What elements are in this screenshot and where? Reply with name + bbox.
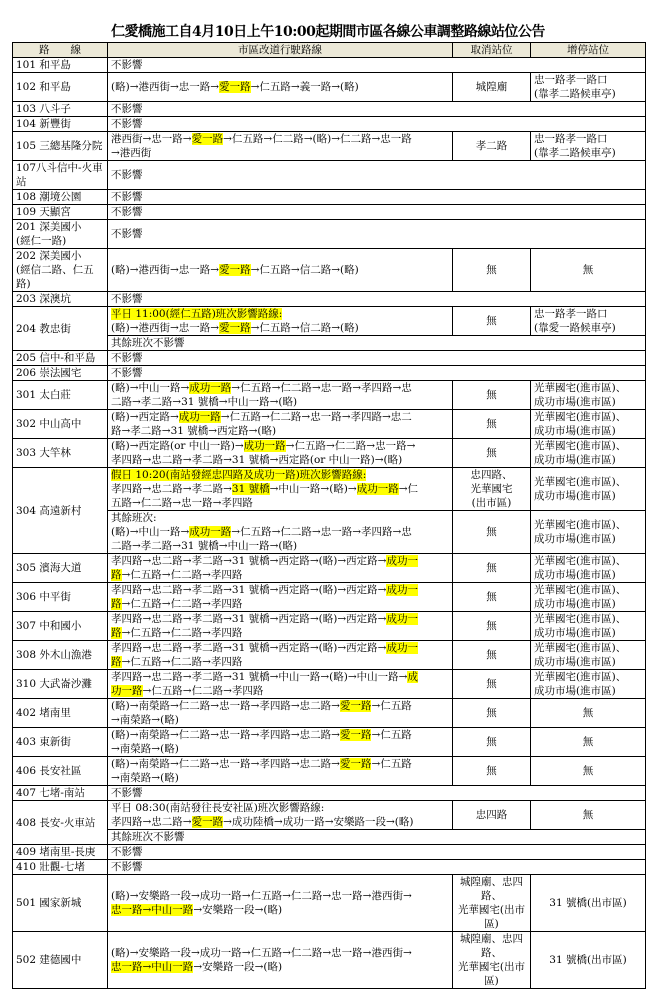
table-row xyxy=(13,468,646,511)
route-name: 204 教忠街 xyxy=(13,307,108,351)
page-title: 仁愛橋施工自4月10日上午10:00起期間市區各線公車調整路線站位公告 xyxy=(111,24,545,40)
highlighted-segment: 成功一路 xyxy=(189,526,232,538)
route-segment: (略)→港西街→忠一路→ xyxy=(111,322,220,334)
route-name: 103 八斗子 xyxy=(13,102,108,117)
added-stops: 忠一路孝一路口 (靠孝二路候車亭) xyxy=(531,73,646,102)
table-row xyxy=(13,161,646,190)
added-stops: 光華國宅(進市區)、 成功市場(進市區) xyxy=(531,554,646,583)
cancelled-stops: 孝二路 xyxy=(453,132,531,161)
detour-description xyxy=(108,845,646,860)
table-sub-row xyxy=(13,336,646,351)
detour-description xyxy=(108,641,453,670)
table-row xyxy=(13,366,646,381)
route-segment: 其餘班次: (略)→中山一路→ xyxy=(111,512,190,538)
table-row xyxy=(13,220,646,249)
added-stops: 光華國宅(進市區)、 成功市場(進市區) xyxy=(531,612,646,641)
route-segment: 不影響 xyxy=(111,118,143,130)
cancelled-stops: 無 xyxy=(453,307,531,336)
table-row xyxy=(13,583,646,612)
route-segment: →仁五路→仁二路→忠一路→孝四路→忠二 路→孝二路→31 號橋→西定路→(略) xyxy=(111,411,412,437)
detour-description xyxy=(108,73,453,102)
table-body xyxy=(13,58,646,989)
cancelled-stops: 無 xyxy=(453,670,531,699)
route-segment: 不影響 xyxy=(111,206,143,218)
detour-description xyxy=(108,249,453,292)
route-name: 203 深澳坑 xyxy=(13,292,108,307)
table-row xyxy=(13,351,646,366)
highlighted-segment: 成功一路 xyxy=(189,382,232,394)
table-row xyxy=(13,73,646,102)
route-segment: →仁五路→仁二路→孝四路 xyxy=(142,685,264,697)
table-row xyxy=(13,292,646,307)
route-name: 201 深美國小 (經仁一路) xyxy=(13,220,108,249)
added-stops: 光華國宅(進市區)、 成功市場(進市區) xyxy=(531,641,646,670)
route-segment: 平日 08:30(南站發往長安社區)班次影響路線: 孝四路→忠二路→ xyxy=(111,802,325,828)
table-row xyxy=(13,641,646,670)
route-segment: →仁五路→仁二路→孝四路 xyxy=(121,569,243,581)
highlighted-segment: 愛一路 xyxy=(339,700,372,712)
highlighted-segment: 愛一路 xyxy=(191,816,224,828)
route-segment: →仁 五路→仁二路→忠一路→孝四路 xyxy=(111,483,419,509)
route-segment: →仁五路→仁二路→孝四路 xyxy=(121,627,243,639)
route-name: 407 七堵-南站 xyxy=(13,786,108,801)
table-row xyxy=(13,249,646,292)
route-segment: →仁五路→仁二路→忠一路→ 孝四路→忠二路→孝二路→31 號橋→西定路(or 中山一路)→(略) xyxy=(111,440,416,466)
route-segment: →中山一路→(略)→ xyxy=(269,483,357,495)
cancelled-stops: 忠四路、 光華國宅 (出市區) xyxy=(453,468,531,511)
route-segment: (略)→南榮路→仁二路→忠一路→孝四路→忠二路→ xyxy=(111,700,340,712)
route-segment: →仁五路 →南榮路→(略) xyxy=(111,758,412,784)
added-stops: 無 xyxy=(531,728,646,757)
detour-description xyxy=(108,875,453,932)
detour-description xyxy=(108,117,646,132)
detour-description xyxy=(108,583,453,612)
highlighted-segment: 成功一 路 xyxy=(111,613,418,639)
detour-description xyxy=(108,554,453,583)
detour-description xyxy=(108,786,646,801)
added-stops: 光華國宅(進市區)、 成功市場(進市區) xyxy=(531,583,646,612)
detour-description xyxy=(108,439,453,468)
detour-description xyxy=(108,351,646,366)
route-name: 305 濱海大道 xyxy=(13,554,108,583)
route-segment: (略)→安樂路一段→成功一路→仁五路→仁二路→忠一路→港西街→ xyxy=(111,890,412,902)
table-row xyxy=(13,554,646,583)
route-segment: 不影響 xyxy=(111,103,143,115)
route-segment: →仁五路→義一路→(略) xyxy=(250,81,359,93)
detour-description xyxy=(108,612,453,641)
route-name: 310 大武崙沙灘 xyxy=(13,670,108,699)
detour-description xyxy=(108,381,453,410)
route-segment: 孝四路→忠二路→孝二路→ xyxy=(111,483,232,495)
route-name: 205 信中-和平島 xyxy=(13,351,108,366)
table-row xyxy=(13,757,646,786)
highlighted-segment: 成功一 路 xyxy=(111,555,418,581)
route-name: 104 新豐街 xyxy=(13,117,108,132)
added-stops: 光華國宅(進市區)、 成功市場(進市區) xyxy=(531,439,646,468)
route-name: 410 壯觀-七堵 xyxy=(13,860,108,875)
table-row xyxy=(13,932,646,989)
highlighted-segment: 愛一路 xyxy=(191,133,224,145)
added-stops: 無 xyxy=(531,699,646,728)
route-name: 107八斗信中-火車站 xyxy=(13,161,108,190)
route-name: 501 國家新城 xyxy=(13,875,108,932)
detour-description xyxy=(108,830,646,845)
table-row xyxy=(13,699,646,728)
added-stops: 無 xyxy=(531,249,646,292)
detour-description xyxy=(108,205,646,220)
detour-description xyxy=(108,102,646,117)
table-row xyxy=(13,190,646,205)
cancelled-stops: 城隍廟、忠四路、 光華國宅(出市區) xyxy=(453,932,531,989)
detour-description xyxy=(108,161,646,190)
route-segment: →仁五路→仁二路→孝四路 xyxy=(121,656,243,668)
route-segment: 不影響 xyxy=(111,191,143,203)
route-segment: 其餘班次不影響 xyxy=(111,337,185,349)
cancelled-stops: 無 xyxy=(453,410,531,439)
route-name: 308 外木山漁港 xyxy=(13,641,108,670)
cancelled-stops: 無 xyxy=(453,612,531,641)
route-segment: →仁五路→仁二路→忠一路→孝四路→忠 二路→孝二路→31 號橋→中山一路→(略) xyxy=(111,526,412,552)
cancelled-stops: 無 xyxy=(453,641,531,670)
route-name: 302 中山高中 xyxy=(13,410,108,439)
detour-description xyxy=(108,190,646,205)
table-row xyxy=(13,58,646,73)
highlighted-segment: 成功一路 xyxy=(243,440,286,452)
detour-description xyxy=(108,58,646,73)
added-stops: 光華國宅(進市區)、 成功市場(進市區) xyxy=(531,468,646,511)
detour-description xyxy=(108,699,453,728)
highlighted-segment: 成功一路 xyxy=(356,483,399,495)
table-row xyxy=(13,439,646,468)
route-name: 409 堵南里-長庚 xyxy=(13,845,108,860)
detour-description xyxy=(108,132,453,161)
cancelled-stops: 無 xyxy=(453,583,531,612)
route-segment: 其餘班次不影響 xyxy=(111,831,185,843)
route-name: 502 建德國中 xyxy=(13,932,108,989)
highlighted-segment: 成 功一路 xyxy=(111,671,418,697)
cancelled-stops: 忠四路 xyxy=(453,801,531,830)
route-name: 105 三總基隆分院 xyxy=(13,132,108,161)
added-stops: 忠一路孝一路口 (靠孝二路候車亭) xyxy=(531,132,646,161)
detour-description xyxy=(108,336,646,351)
table-row xyxy=(13,205,646,220)
route-segment: (略)→南榮路→仁二路→忠一路→孝四路→忠二路→ xyxy=(111,758,340,770)
detour-description xyxy=(108,292,646,307)
route-name: 102 和平島 xyxy=(13,73,108,102)
added-stops: 無 xyxy=(531,757,646,786)
cancelled-stops: 無 xyxy=(453,699,531,728)
route-name: 307 中和國小 xyxy=(13,612,108,641)
route-name: 306 中平街 xyxy=(13,583,108,612)
route-segment: →安樂路一段→(略) xyxy=(193,961,283,973)
table-header-row xyxy=(13,43,646,58)
route-name: 403 東新街 xyxy=(13,728,108,757)
detour-description xyxy=(108,410,453,439)
added-stops: 光華國宅(進市區)、 成功市場(進市區) xyxy=(531,410,646,439)
route-segment: →仁五路 →南榮路→(略) xyxy=(111,729,412,755)
route-segment: (略)→南榮路→仁二路→忠一路→孝四路→忠二路→ xyxy=(111,729,340,741)
highlighted-segment: 成功一路 xyxy=(178,411,221,423)
route-segment: (略)→西定路(or 中山一路)→ xyxy=(111,440,244,452)
added-stops: 光華國宅(進市區)、 成功市場(進市區) xyxy=(531,670,646,699)
table-row xyxy=(13,410,646,439)
highlighted-segment: 忠一路→中山一路 xyxy=(111,904,194,916)
route-segment: →仁五路→仁二路→忠一路→孝四路→忠 二路→孝二路→31 號橋→中山一路→(略) xyxy=(111,382,412,408)
header-detour-route: 市區改道行駛路線 xyxy=(108,43,453,58)
route-segment: 孝四路→忠二路→孝二路→31 號橋→中山一路→(略)→中山一路→ xyxy=(111,671,408,683)
route-name: 304 高遠新村 xyxy=(13,468,108,554)
highlighted-segment: 成功一 路 xyxy=(111,642,418,668)
detour-description xyxy=(108,860,646,875)
route-segment: →仁五路→信二路→(略) xyxy=(250,322,359,334)
detour-description xyxy=(108,511,453,554)
highlighted-segment: 成功一 路 xyxy=(111,584,418,610)
highlighted-segment: 31 號橋 xyxy=(231,483,270,495)
route-segment: →仁五路→仁二路→(略)→仁二路→忠一路 →港西街 xyxy=(111,133,412,159)
added-stops: 31 號橋(出市區) xyxy=(531,875,646,932)
header-added-stops: 增停站位 xyxy=(531,43,646,58)
highlighted-segment: 愛一路 xyxy=(339,729,372,741)
table-row xyxy=(13,117,646,132)
route-segment: →仁五路→仁二路→孝四路 xyxy=(121,598,243,610)
highlighted-segment: 愛一路 xyxy=(219,81,251,93)
table-row xyxy=(13,786,646,801)
cancelled-stops: 城隍廟 xyxy=(453,73,531,102)
highlighted-segment: 平日 11:00(經仁五路)班次影響路線: xyxy=(111,308,283,320)
header-cancelled-stops: 取消站位 xyxy=(453,43,531,58)
detour-description xyxy=(108,728,453,757)
route-segment: 不影響 xyxy=(111,367,143,379)
detour-description xyxy=(108,932,453,989)
route-segment: 孝四路→忠二路→孝二路→31 號橋→西定路→(略)→西定路→ xyxy=(111,555,387,567)
route-segment: →仁五路 →南榮路→(略) xyxy=(111,700,412,726)
route-name: 202 深美國小 (經信二路、仁五路) xyxy=(13,249,108,292)
route-segment: →安樂路一段→(略) xyxy=(193,904,283,916)
route-segment: 不影響 xyxy=(111,846,143,858)
table-row xyxy=(13,845,646,860)
route-segment: 不影響 xyxy=(111,352,143,364)
highlighted-segment: 愛一路 xyxy=(219,264,251,276)
cancelled-stops: 無 xyxy=(453,381,531,410)
cancelled-stops: 無 xyxy=(453,728,531,757)
table-row xyxy=(13,381,646,410)
route-adjustment-table xyxy=(12,42,646,989)
route-segment: 不影響 xyxy=(111,787,143,799)
route-segment: 不影響 xyxy=(111,861,143,873)
cancelled-stops: 無 xyxy=(453,511,531,554)
route-name: 109 天顯宮 xyxy=(13,205,108,220)
cancelled-stops: 無 xyxy=(453,249,531,292)
detour-description xyxy=(108,220,646,249)
table-row xyxy=(13,307,646,336)
route-segment: 不影響 xyxy=(111,59,143,71)
highlighted-segment: 假日 10:20(南站發經忠四路及成功一路)班次影響路線: xyxy=(111,469,367,481)
route-segment: 港西街→忠一路→ xyxy=(111,133,192,145)
detour-description xyxy=(108,468,453,511)
table-row xyxy=(13,670,646,699)
route-segment: →成功陸橋→成功一路→安樂路一段→(略) xyxy=(223,816,414,828)
route-segment: 孝四路→忠二路→孝二路→31 號橋→西定路→(略)→西定路→ xyxy=(111,613,387,625)
table-sub-row xyxy=(13,511,646,554)
route-segment: (略)→港西街→忠一路→ xyxy=(111,81,220,93)
highlighted-segment: 愛一路 xyxy=(219,322,251,334)
detour-description xyxy=(108,366,646,381)
route-segment: →仁五路→信二路→(略) xyxy=(250,264,359,276)
route-segment: (略)→西定路→ xyxy=(111,411,179,423)
route-name: 301 太白莊 xyxy=(13,381,108,410)
cancelled-stops: 無 xyxy=(453,757,531,786)
route-segment: (略)→港西街→忠一路→ xyxy=(111,264,220,276)
table-row xyxy=(13,801,646,830)
route-name: 206 崇法國宅 xyxy=(13,366,108,381)
detour-description xyxy=(108,801,453,830)
table-row xyxy=(13,132,646,161)
highlighted-segment: 愛一路 xyxy=(339,758,372,770)
table-row xyxy=(13,875,646,932)
table-row xyxy=(13,860,646,875)
added-stops: 31 號橋(出市區) xyxy=(531,932,646,989)
route-segment: 孝四路→忠二路→孝二路→31 號橋→西定路→(略)→西定路→ xyxy=(111,584,387,596)
cancelled-stops: 無 xyxy=(453,554,531,583)
route-name: 108 潮境公園 xyxy=(13,190,108,205)
table-row xyxy=(13,612,646,641)
route-name: 408 長安-火車站 xyxy=(13,801,108,845)
route-name: 406 長安社區 xyxy=(13,757,108,786)
detour-description xyxy=(108,757,453,786)
route-segment: (略)→中山一路→ xyxy=(111,382,190,394)
route-segment: 不影響 xyxy=(111,228,143,240)
route-segment: 不影響 xyxy=(111,169,143,181)
table-sub-row xyxy=(13,830,646,845)
route-name: 303 大竿林 xyxy=(13,439,108,468)
route-segment: (略)→安樂路一段→成功一路→仁五路→仁二路→忠一路→港西街→ xyxy=(111,947,412,959)
table-row xyxy=(13,728,646,757)
route-name: 101 和平島 xyxy=(13,58,108,73)
route-segment: 不影響 xyxy=(111,293,143,305)
added-stops: 光華國宅(進市區)、 成功市場(進市區) xyxy=(531,511,646,554)
cancelled-stops: 城隍廟、忠四路、 光華國宅(出市區) xyxy=(453,875,531,932)
route-segment: 孝四路→忠二路→孝二路→31 號橋→西定路→(略)→西定路→ xyxy=(111,642,387,654)
route-name: 402 堵南里 xyxy=(13,699,108,728)
detour-description xyxy=(108,670,453,699)
highlighted-segment: 忠一路→中山一路 xyxy=(111,961,194,973)
header-route: 路 線 xyxy=(13,43,108,58)
added-stops: 無 xyxy=(531,801,646,830)
cancelled-stops: 無 xyxy=(453,439,531,468)
detour-description xyxy=(108,307,453,336)
table-row xyxy=(13,102,646,117)
added-stops: 光華國宅(進市區)、 成功市場(進市區) xyxy=(531,381,646,410)
added-stops: 忠一路孝一路口 (靠愛一路候車亭) xyxy=(531,307,646,336)
